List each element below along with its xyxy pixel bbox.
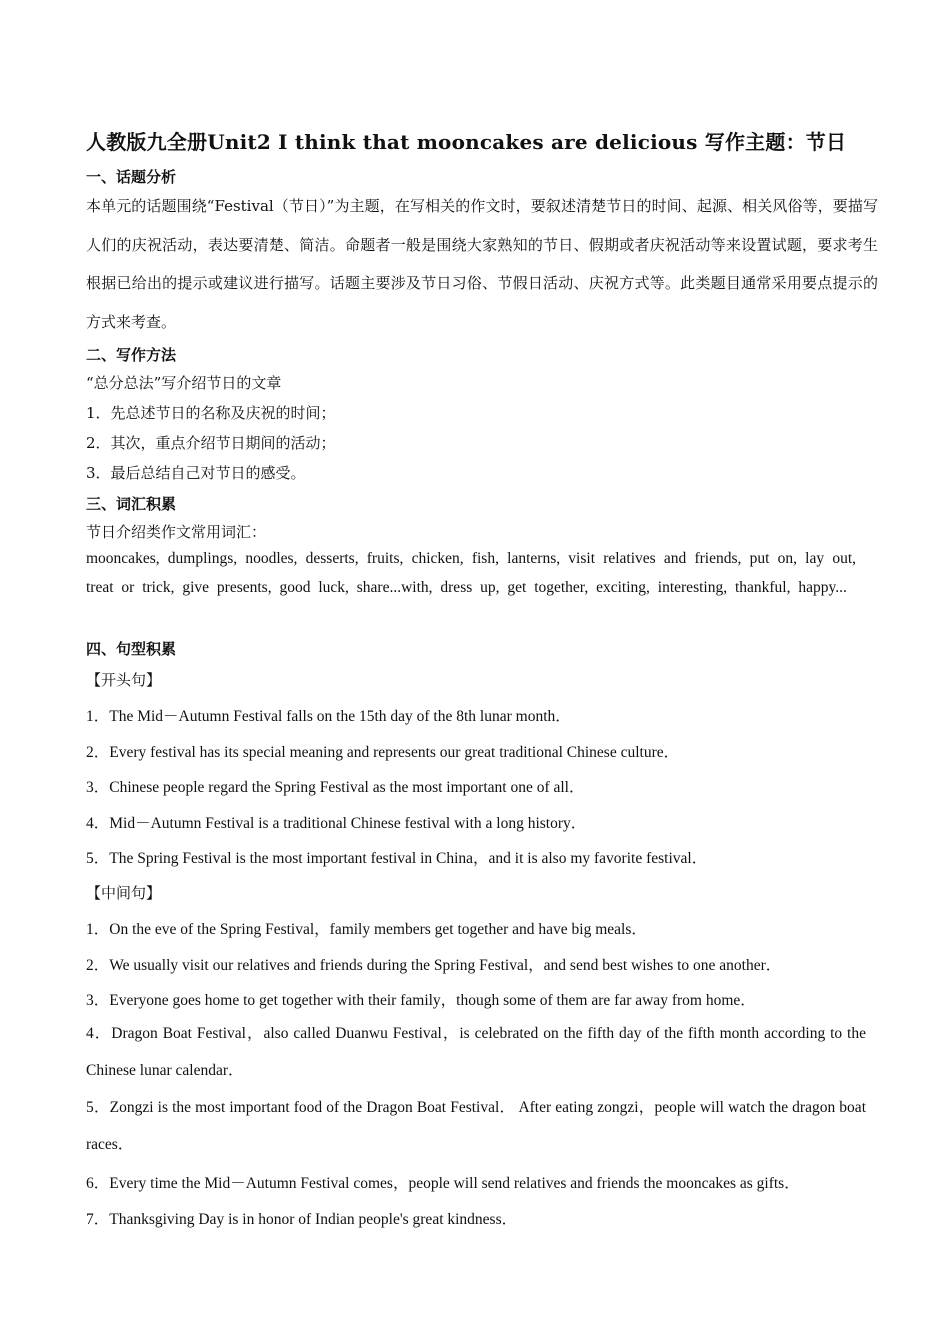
vocabulary-list: mooncakes, dumplings, noodles, desserts, fruits, chicken, fish, lanterns, visit relatives and friends, put on, lay out, treat or trick, give presents, good luck, share...with, dress up, get together, exciting, interesting, thankful, happy... <box>86 550 856 596</box>
writing-method-item: 2．其次，重点介绍节日期间的活动； <box>86 434 336 452</box>
middle-sentence: 2．We usually visit our relatives and friends during the Spring Festival，and send best wishes to one another． <box>86 957 782 974</box>
writing-method-item: 3．最后总结自己对节日的感受。 <box>86 464 306 482</box>
page-title: 人教版九全册Unit2 I think that mooncakes are delicious 写作主题：节日 <box>86 130 847 154</box>
opening-sentence: 1．The Mid－Autumn Festival falls on the 15th day of the 8th lunar month． <box>86 708 571 725</box>
opening-sentence: 3．Chinese people regard the Spring Festival as the most important one of all． <box>86 779 585 796</box>
middle-sentence: 5．Zongzi is the most important food of the Dragon Boat Festival． After eating zongzi，people will watch the dragon boat races． <box>86 1099 866 1153</box>
topic-analysis-paragraph: 本单元的话题围绕“Festival（节日）”为主题，在写相关的作文时，要叙述清楚节日的时间、起源、相关风俗等，要描写人们的庆祝活动，表达要清楚、简洁。命题者一般是围绕大家熟知的节日、假期或者庆祝活动等来设置试题，要求考生根据已给出的提示或建议进行描写。话题主要涉及节日习俗、节假日活动、庆祝方式等。此类题目通常采用要点提示的方式来考查。 <box>86 197 878 331</box>
opening-sentence: 4．Mid－Autumn Festival is a traditional Chinese festival with a long history． <box>86 815 587 832</box>
section-heading-topic-analysis: 一、话题分析 <box>86 168 177 186</box>
writing-method-intro: “总分总法”写介绍节日的文章 <box>86 374 282 392</box>
middle-sentences-label: 【中间句】 <box>86 884 162 902</box>
vocabulary-intro: 节日介绍类作文常用词汇： <box>86 523 267 541</box>
section-heading-vocabulary: 三、词汇积累 <box>86 495 177 513</box>
middle-sentence: 1．On the eve of the Spring Festival，family members get together and have big meals． <box>86 921 647 938</box>
middle-sentence: 3．Everyone goes home to get together with their family，though some of them are far away from home． <box>86 992 756 1009</box>
section-heading-sentences: 四、句型积累 <box>86 640 177 658</box>
middle-sentence: 4．Dragon Boat Festival，also called Duanwu Festival，is celebrated on the fifth day of the fifth month according to the Chinese lunar calendar． <box>86 1025 866 1079</box>
opening-sentences-label: 【开头句】 <box>86 671 162 689</box>
writing-method-item: 1．先总述节日的名称及庆祝的时间； <box>86 404 336 422</box>
section-heading-writing-method: 二、写作方法 <box>86 346 177 364</box>
opening-sentence: 2．Every festival has its special meaning and represents our great traditional Chinese culture． <box>86 744 680 761</box>
opening-sentence: 5．The Spring Festival is the most important festival in China，and it is also my favorite festival． <box>86 850 708 867</box>
middle-sentence: 6．Every time the Mid－Autumn Festival comes，people will send relatives and friends the mooncakes as gifts． <box>86 1175 800 1192</box>
middle-sentence: 7．Thanksgiving Day is in honor of Indian people's great kindness． <box>86 1211 518 1228</box>
